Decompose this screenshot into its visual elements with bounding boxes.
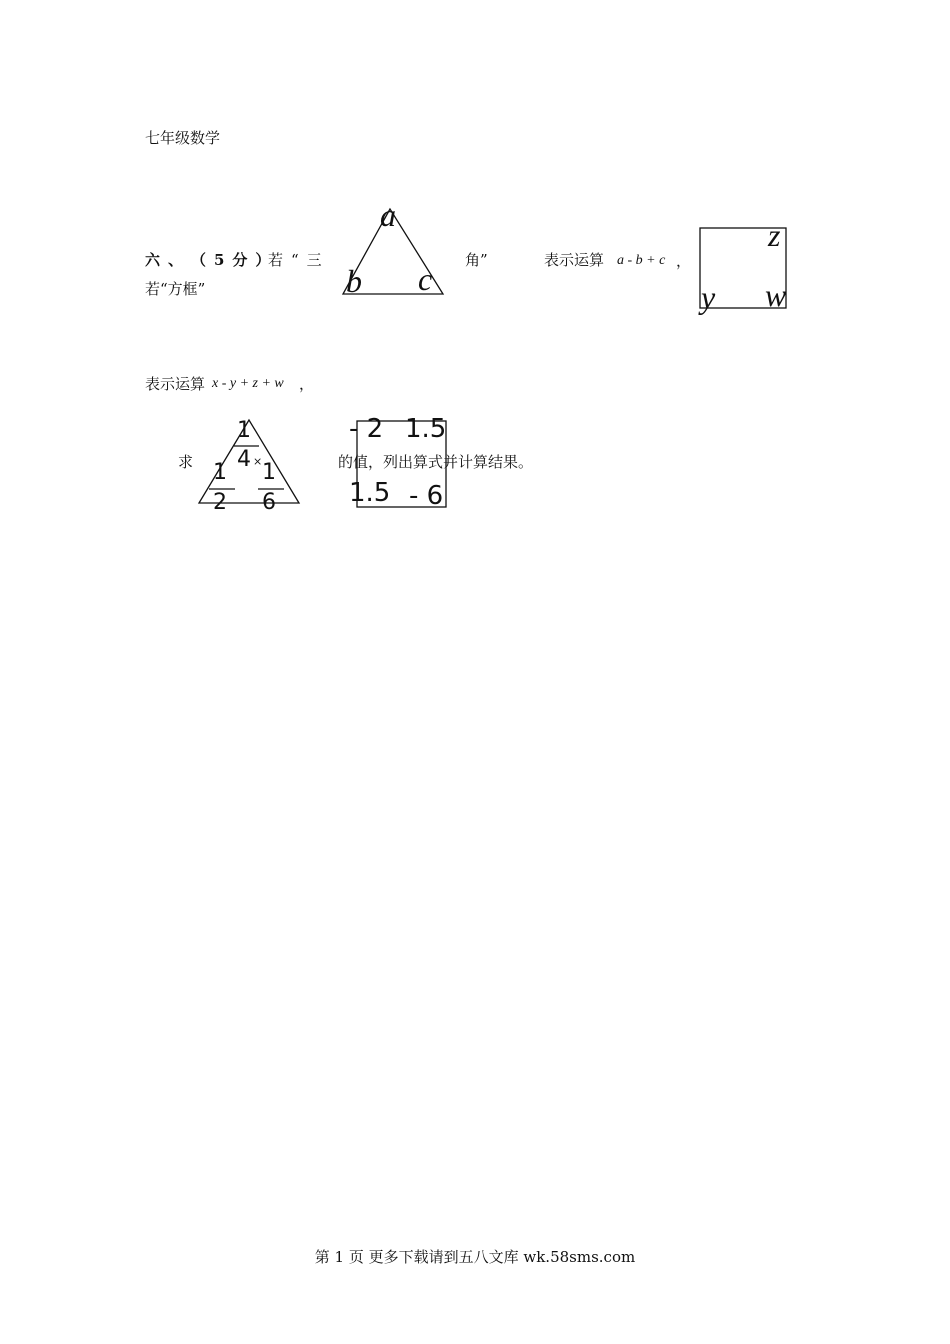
triangle-expression: a - b + c [617, 253, 666, 268]
operation-label-1: 表示运算 [544, 251, 605, 269]
question-intro-part1: 若“三 [268, 251, 330, 269]
example-square-top-left: - 2 [349, 414, 384, 444]
square-expression: x - y + z + w [212, 376, 284, 391]
page-header-title: 七年级数学 [145, 129, 221, 147]
page-footer: 第 1 页 更多下载请到五八文库 wk.58sms.com [314, 1248, 636, 1266]
example-square-top-right: 1.5 [405, 414, 447, 444]
example-triangle-right-numerator: 1 [262, 460, 276, 485]
operation-label-2: 表示运算 [145, 375, 206, 393]
example-triangle-top-numerator: 1 [237, 418, 251, 443]
square-label-top-right: z [768, 217, 781, 253]
example-square-bottom-left: 1.5 [349, 478, 391, 508]
question-line2: 若“方框” [145, 280, 206, 298]
question-score: （5分） [191, 251, 279, 269]
triangle-label-right: c [418, 261, 433, 297]
triangle-label-left: b [346, 263, 362, 299]
example-triangle-top-denominator: 4 [237, 447, 251, 472]
comma-1: ， [676, 252, 692, 270]
comma-2: ， [299, 375, 315, 393]
ask-prefix: 求 [178, 453, 194, 471]
ask-suffix: 的值，列出算式并计算结果。 [338, 453, 534, 471]
example-square-bottom-right: - 6 [409, 481, 444, 511]
square-label-bottom-right: w [765, 277, 787, 313]
question-intro-part2: 角” [465, 251, 488, 269]
triangle-label-top: a [380, 197, 396, 233]
multiply-sign: × [253, 455, 263, 468]
question-number: 六、 [145, 251, 192, 269]
example-triangle-left-numerator: 1 [213, 460, 227, 485]
square-label-bottom-left: y [701, 279, 716, 315]
example-triangle-left-denominator: 2 [213, 490, 227, 515]
example-triangle-right-denominator: 6 [262, 490, 276, 515]
